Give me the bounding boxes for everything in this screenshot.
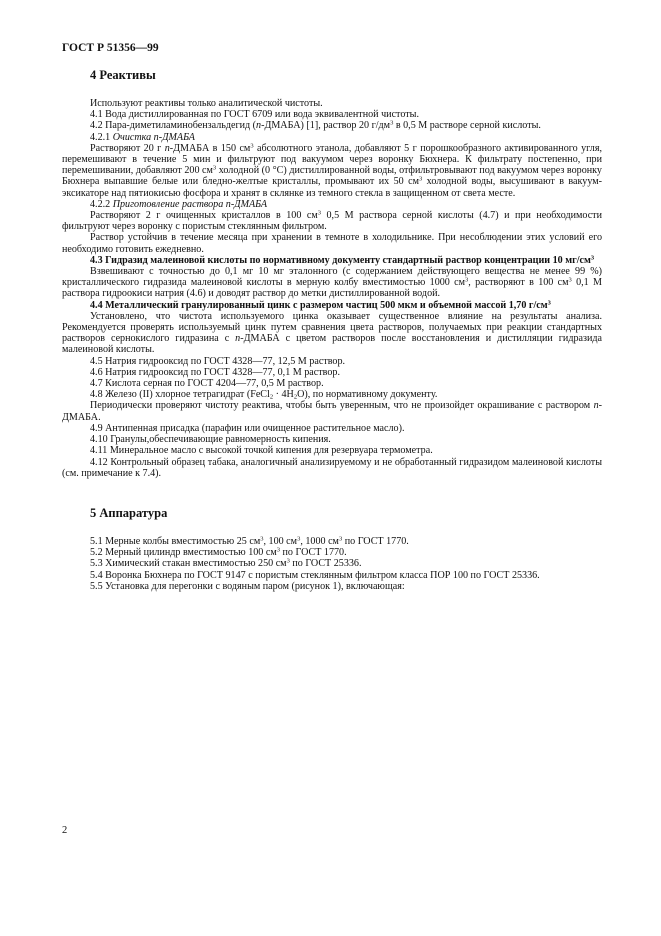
subscript: 2 bbox=[269, 393, 274, 401]
paragraph bbox=[62, 210, 602, 232]
clause-4-12: 4.12 Контрольный образец табака, аналогичный анализируемому и не обработанный гидразидом малеиновой кислоты (см. примечание к 7.4). bbox=[62, 456, 602, 479]
standard-header: ГОСТ Р 51356—99 bbox=[62, 42, 159, 54]
clause-4-3 bbox=[62, 255, 602, 266]
superscript: 3 bbox=[338, 535, 343, 543]
clause-4-5: 4.5 Натрия гидрооксид по ГОСТ 4328—77, 12,5 М раствор. bbox=[90, 355, 346, 367]
page-number: 2 bbox=[62, 825, 68, 836]
text-run: 5.1 Мерные колбы вместимостью 25 см bbox=[90, 535, 261, 547]
section-4-title: 4 Реактивы bbox=[90, 68, 156, 82]
clause-number: 4.2.2 bbox=[90, 198, 113, 210]
text-run: 4.3 Гидразид малеиновой кислоты по нормативному документу стандартный раствор концентрации 10 мг/см bbox=[90, 254, 591, 266]
subscript: 2 bbox=[293, 393, 298, 401]
clause-4-8 bbox=[62, 389, 602, 400]
text-run: n bbox=[593, 400, 599, 412]
text-run: , растворяют в 100 см bbox=[468, 277, 569, 289]
text-run: O), по нормативному документу. bbox=[297, 389, 438, 401]
clause-5-4: 5.4 Воронка Бюхнера по ГОСТ 9147 с пористым стеклянным фильтром класса ПОР 100 по ГОСТ 25336. bbox=[90, 569, 540, 581]
superscript: 3 bbox=[250, 142, 254, 150]
paragraph bbox=[62, 400, 602, 422]
section-5-title: 5 Аппаратура bbox=[90, 505, 168, 520]
clause-4-6: 4.6 Натрия гидрооксид по ГОСТ 4328—77, 0,1 М раствор. bbox=[90, 366, 340, 378]
text-run: n bbox=[164, 142, 170, 154]
text-run: -ДМАБА с цветом растворов после восстановления и дистилляции гидразида малеиновой кислоты. bbox=[62, 333, 602, 356]
clause-5-2 bbox=[62, 547, 602, 558]
text-run: n bbox=[256, 120, 262, 132]
text-run: -ДМАБА. bbox=[62, 400, 602, 423]
text-run: Установлено, что чистота используемого цинка оказывает существенное влияние на результаты анализа. Рекомендуется проверять используемый цинк путем сравнения цвета растворов, получаемых при реакции стандартных растворов сернокислого гидразина с bbox=[62, 310, 602, 345]
superscript: 3 bbox=[419, 175, 423, 183]
paragraph bbox=[62, 311, 602, 356]
clause-number: 4.2.1 bbox=[90, 131, 113, 143]
text-run: по ГОСТ 25336. bbox=[289, 558, 362, 570]
text-run: Растворяют 2 г очищенных кристаллов в 100 см bbox=[90, 210, 318, 222]
text-run: холодной воды, высушивают в вакуум-эксикаторе над пятиокисью фосфора и хранят в склянке из темного стекла в защищенном от света месте. bbox=[62, 176, 602, 199]
clause-4-7: 4.7 Кислота серная по ГОСТ 4204—77, 0,5 М раствор. bbox=[90, 378, 324, 390]
text-run: абсолютного этанола, добавляют 5 г порошкообразного активированного угля, перемешивают в течение 5 мин и фильтруют под вакуумом через воронку Бюхнера. К фильтрату постепенно, при перемешивании, добавляют 200 см bbox=[62, 142, 602, 177]
text-run: 5.3 Химический стакан вместимостью 250 см bbox=[90, 558, 287, 570]
superscript: 3 bbox=[465, 276, 469, 284]
superscript: 3 bbox=[286, 557, 290, 565]
section-spacer bbox=[62, 479, 602, 506]
document-body bbox=[62, 68, 602, 592]
paragraph: Используют реактивы только аналитической чистоты. bbox=[90, 98, 323, 109]
clause-4-2-2 bbox=[62, 199, 602, 210]
superscript: 3 bbox=[212, 164, 217, 172]
text-run: 5.2 Мерный цилиндр вместимостью 100 см bbox=[90, 547, 277, 559]
superscript: 3 bbox=[568, 276, 572, 284]
text-run: 4.2 Пара-диметиламинобензальдегид ( bbox=[90, 120, 257, 132]
text-run: -ДМАБА в 150 см bbox=[169, 142, 251, 154]
superscript: 3 bbox=[260, 535, 264, 543]
text-run: · 4H bbox=[273, 389, 294, 401]
clause-4-2-1 bbox=[62, 132, 602, 143]
clause-title: Очистка n-ДМАБА bbox=[112, 131, 195, 143]
text-run: 0,1 М раствора гидроокиси натрия (4.6) и доводят раствор до метки дистиллированной водой. bbox=[62, 277, 603, 300]
text-run: 4.4 Металлический гранулированный цинк с размером частиц 500 мкм и объемной массой 1,70 г/см bbox=[90, 299, 548, 311]
paragraph bbox=[62, 266, 602, 300]
text-run: Растворяют 20 г bbox=[90, 142, 165, 154]
superscript: 3 bbox=[590, 254, 595, 262]
text-run: Периодически проверяют чистоту реактива, чтобы быть уверенным, что не произойдет окрашивание с раствором bbox=[90, 400, 594, 412]
clause-4-11: 4.11 Минеральное масло с высокой точкой кипения для резервуара термометра. bbox=[90, 445, 433, 457]
paragraph: Раствор устойчив в течение месяца при хранении в темноте в холодильнике. При несоблюдении этих условий его необходимо готовить ежедневно. bbox=[62, 232, 602, 255]
text-run: по ГОСТ 1770. bbox=[342, 535, 409, 547]
clause-4-4 bbox=[62, 300, 602, 311]
clause-5-5: 5.5 Установка для перегонки с водяным паром (рисунок 1), включающая: bbox=[90, 580, 405, 592]
superscript: 3 bbox=[390, 119, 394, 127]
superscript: 3 bbox=[317, 209, 321, 217]
superscript: 3 bbox=[547, 299, 551, 307]
superscript: 3 bbox=[276, 546, 280, 554]
text-run: , 1000 см bbox=[300, 535, 339, 547]
text-run: -ДМАБА) [1], раствор 20 г/дм bbox=[261, 120, 391, 132]
text-run: , 100 см bbox=[263, 535, 298, 547]
clause-4-9: 4.9 Антипенная присадка (парафин или очищенное растительное масло). bbox=[90, 422, 405, 434]
paragraph bbox=[62, 143, 602, 199]
clause-4-2 bbox=[62, 120, 602, 131]
clause-5-3 bbox=[62, 558, 602, 569]
superscript: 3 bbox=[297, 535, 301, 543]
text-run: 0,5 М раствора серной кислоты (4.7) и при необходимости фильтруют через воронку с пористым стеклянным фильтром. bbox=[62, 210, 602, 233]
clause-title: Приготовление раствора n-ДМАБА bbox=[112, 198, 268, 210]
text-run: в 0,5 М растворе серной кислоты. bbox=[393, 120, 541, 132]
text-run: 4.8 Железо (II) хлорное тетрагидрат (FeCl bbox=[90, 389, 270, 401]
text-run: n bbox=[235, 333, 241, 345]
clause-4-1: 4.1 Вода дистиллированная по ГОСТ 6709 или вода эквивалентной чистоты. bbox=[90, 109, 419, 121]
clause-4-10: 4.10 Гранулы,обеспечивающие равномерность кипения. bbox=[90, 434, 331, 446]
text-run: холодной (0 °С) дистиллированной воды, отфильтровывают под вакуумом через воронку Бюхнера выпавшие белые или бледно-желтые кристаллы, промывают их 50 см bbox=[62, 165, 602, 188]
clause-5-1 bbox=[62, 536, 602, 547]
text-run: Взвешивают с точностью до 0,1 мг 10 мг эталонного (с содержанием действующего вещества не менее 99 %) кристаллического гидразида малеиновой кислоты в мерную колбу вместимостью 1000 см bbox=[62, 266, 602, 289]
text-run: по ГОСТ 1770. bbox=[280, 547, 347, 559]
